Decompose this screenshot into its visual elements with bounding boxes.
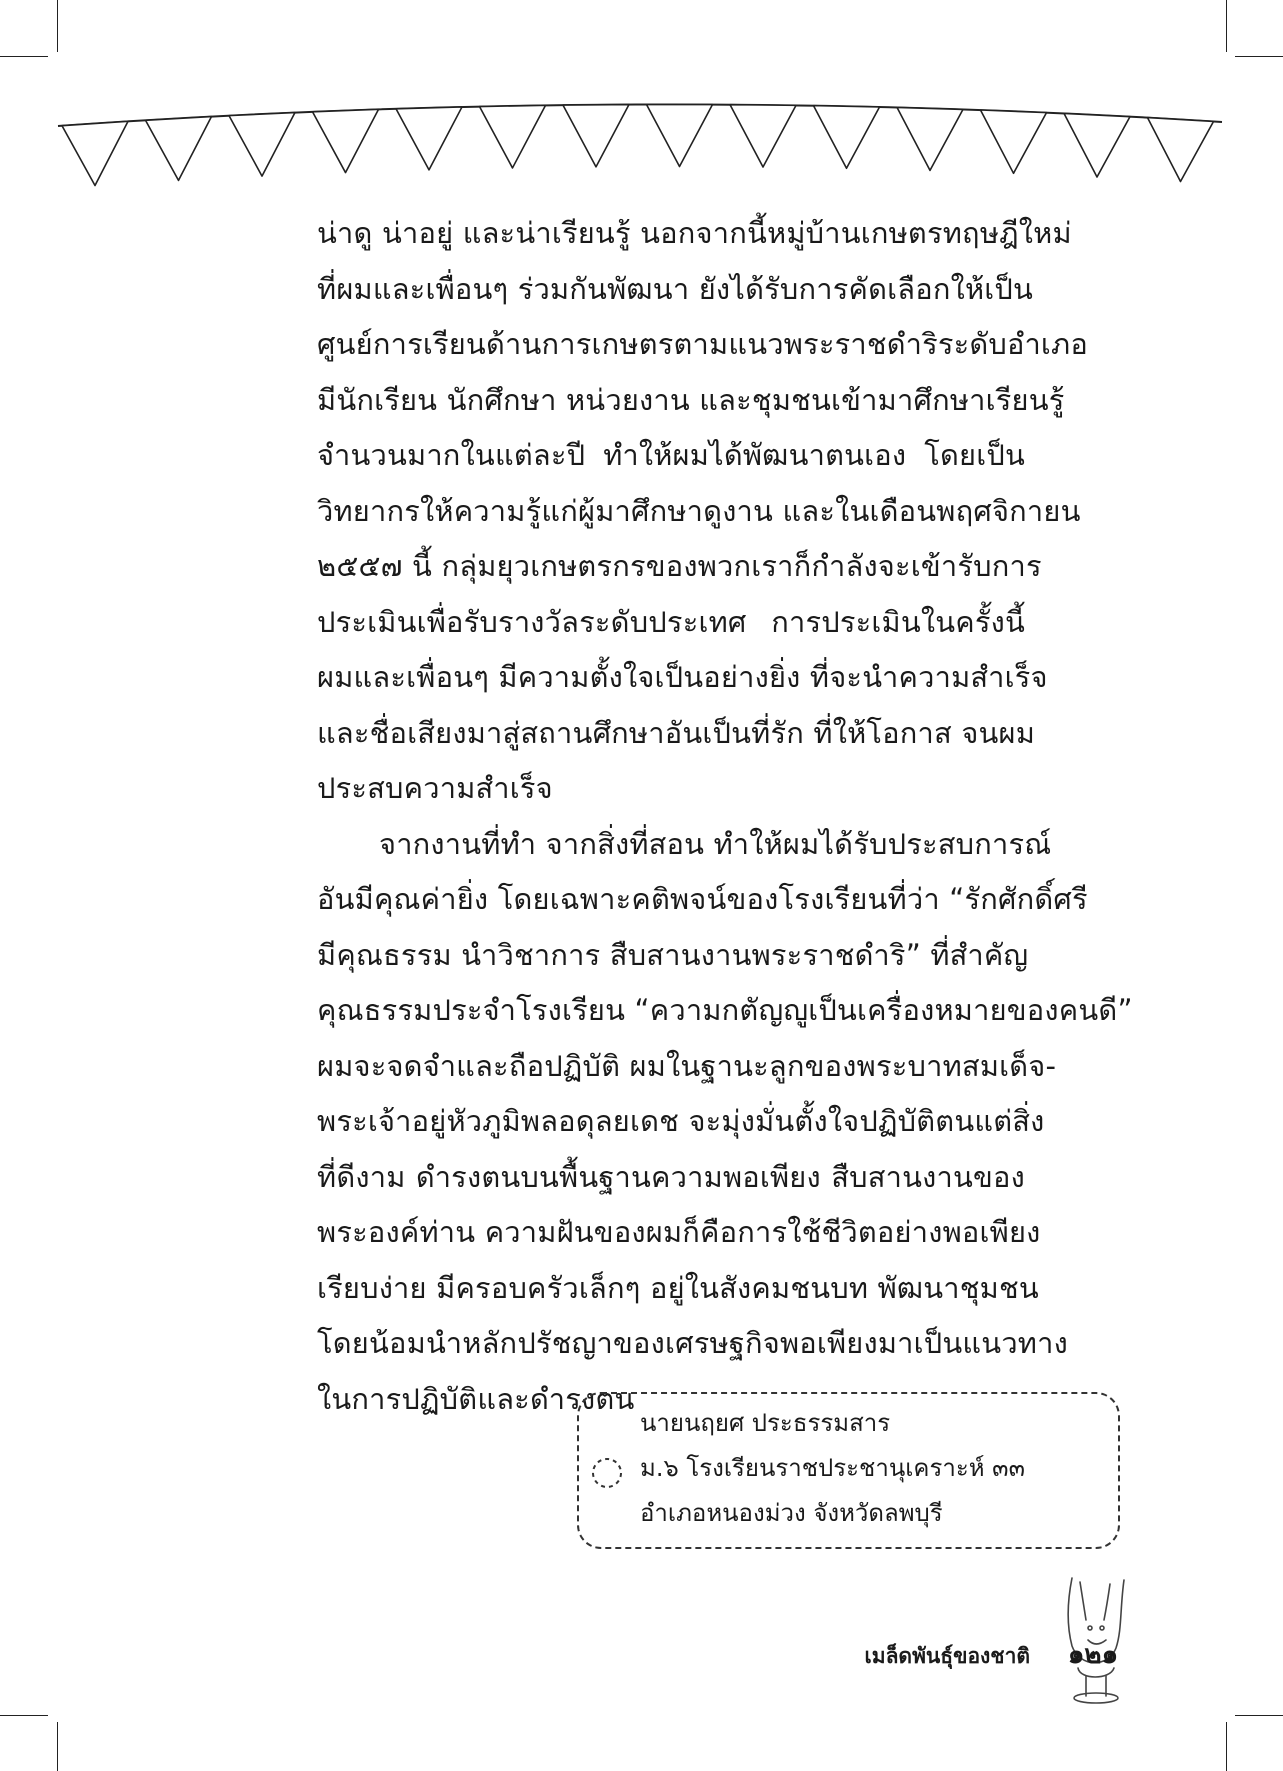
bunting-flag [1148, 118, 1214, 182]
text-line: จากงานที่ทำ จากสิ่งที่สอน ทำให้ผมได้รับประสบการณ์ [379, 826, 1052, 861]
crop-mark [1226, 1722, 1227, 1771]
dashed-circle-icon [590, 1456, 624, 1490]
crop-mark [57, 1722, 58, 1771]
bunting-flags [0, 95, 1283, 205]
bunting-flag [62, 121, 128, 185]
text-line: พระองค์ท่าน ความฝันของผมก็คือการใช้ชีวิตอย่างพอเพียง [317, 1215, 1041, 1249]
body-text [317, 206, 1133, 1427]
crop-mark [1235, 56, 1283, 57]
author-name: นายนฤยศ ประธรรมสาร [640, 1409, 891, 1437]
bunting-flag [730, 105, 796, 167]
text-line: โดยน้อมนำหลักปรัชญาของเศรษฐกิจพอเพียงมาเป็นแนวทาง [317, 1326, 1068, 1360]
text-line: น่าดู น่าอยู่ และน่าเรียนรู้ นอกจากนี้หมู่บ้านเกษตรทฤษฎีใหม่ [317, 216, 1072, 250]
text-line: ผมและเพื่อนๆ มีความตั้งใจเป็นอย่างยิ่ง ที่จะนำความสำเร็จ [317, 660, 1048, 694]
author-location: อำเภอหนองม่วง จังหวัดลพบุรี [640, 1499, 943, 1527]
text-line: ประเมินเพื่อรับรางวัลระดับประเทศ การประเมินในครั้งนี้ [317, 604, 1025, 639]
bunting-flag [396, 107, 462, 170]
text-line: ผมจะจดจำและถือปฏิบัติ ผมในฐานะลูกของพระบาทสมเด็จ- [317, 1048, 1057, 1083]
bunting-flag [229, 113, 295, 177]
text-line: มีคุณธรรม นำวิชาการ สืบสานงานพระราชดำริ” ที่สำคัญ [317, 937, 1029, 972]
bunting-flag [897, 107, 963, 170]
author-class-school: ม.๖ โรงเรียนราชประชานุเคราะห์ ๓๓ [640, 1454, 1025, 1482]
text-line: จำนวนมากในแต่ละปี ทำให้ผมได้พัฒนาตนเอง โดยเป็น [317, 438, 1025, 472]
bunting-flag [480, 105, 546, 168]
page-number: ๑๒๑ [1067, 1640, 1119, 1670]
text-line: วิทยากรให้ความรู้แก่ผู้มาศึกษาดูงาน และในเดือนพฤศจิกายน [317, 493, 1081, 528]
text-line: ประสบความสำเร็จ [317, 771, 553, 805]
crop-mark [1235, 1715, 1283, 1716]
crop-mark [0, 56, 48, 57]
crop-mark [1226, 0, 1227, 52]
text-line: พระเจ้าอยู่หัวภูมิพลอดุลยเดช จะมุ่งมั่นตั้งใจปฏิบัติตนแต่สิ่ง [317, 1104, 1045, 1138]
bunting-flag [1064, 113, 1130, 177]
bunting-flag [563, 105, 629, 167]
crop-mark [57, 0, 58, 52]
text-line: และชื่อเสียงมาสู่สถานศึกษาอันเป็นที่รัก ที่ให้โอกาส จนผม [317, 715, 1036, 750]
bunting-flag [647, 104, 713, 166]
text-line: ที่ดีงาม ดำรงตนบนพื้นฐานความพอเพียง สืบสานงานของ [317, 1159, 1025, 1194]
bunting-flag [981, 110, 1047, 173]
bunting-flag [814, 106, 880, 169]
text-line: เรียบง่าย มีครอบครัวเล็กๆ อยู่ในสังคมชนบท พัฒนาชุมชน [317, 1270, 1039, 1305]
text-line: ๒๕๕๗ นี้ กลุ่มยุวเกษตรกรของพวกเราก็กำลังจะเข้ารับการ [317, 549, 1042, 583]
text-line: ที่ผมและเพื่อนๆ ร่วมกันพัฒนา ยังได้รับการคัดเลือกให้เป็น [317, 271, 1034, 306]
text-line: คุณธรรมประจำโรงเรียน “ความกตัญญูเป็นเครื่องหมายของคนดี” [317, 993, 1133, 1027]
text-line: ศูนย์การเรียนด้านการเกษตรตามแนวพระราชดำริระดับอำเภอ [317, 327, 1088, 361]
text-line: อันมีคุณค่ายิ่ง โดยเฉพาะคติพจน์ของโรงเรียนที่ว่า “รักศักดิ์ศรี [317, 882, 1088, 916]
book-title: เมล็ดพันธุ์ของชาติ [864, 1644, 1030, 1668]
crop-mark [0, 1715, 48, 1716]
text-line: มีนักเรียน นักศึกษา หน่วยงาน และชุมชนเข้ามาศึกษาเรียนรู้ [317, 382, 1065, 417]
text-line: ในการปฏิบัติและดำรงตน [317, 1381, 635, 1416]
bunting-flag [146, 117, 212, 181]
bunting-flag [313, 109, 379, 172]
